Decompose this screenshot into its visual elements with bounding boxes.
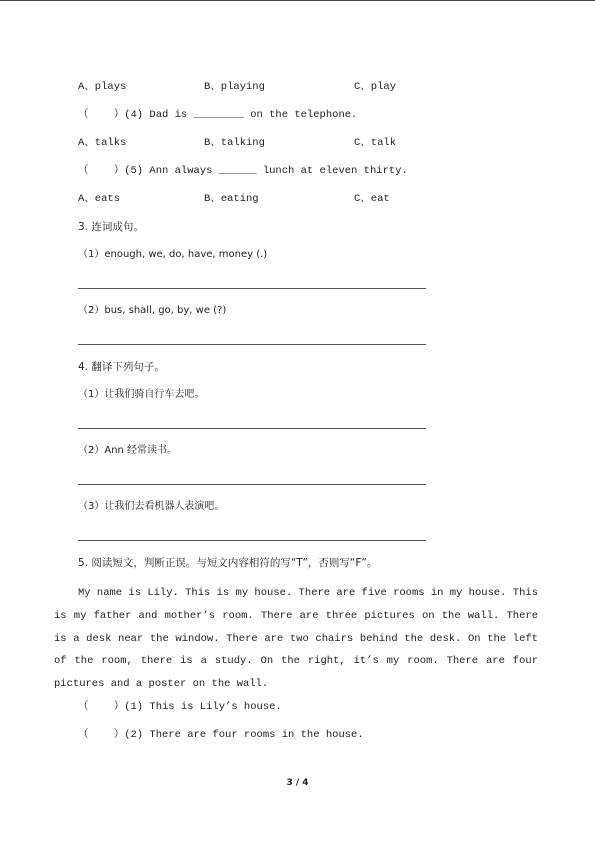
q4-item-3: （3）让我们去看机器人表演吧。 — [78, 501, 225, 512]
q2-5-option-a: A、eats — [78, 193, 121, 205]
q2-5-option-b: B、eating — [204, 193, 259, 205]
q5-statement-2: （ ）(2) There are four rooms in the house. — [78, 729, 364, 741]
q2-4-question: （ ）(4) Dad is ________ on the telephone. — [78, 109, 358, 121]
page-top-border — [0, 0, 595, 1]
q3-item-2: （2）bus, shall, go, by, we (?) — [78, 305, 227, 316]
q2-4-option-b: B、talking — [204, 137, 265, 149]
q5-passage: My name is Lily. This is my house. There are five rooms in my house. This is my father and mother’s room. There are three pictures on the wall. There is a desk near the window. There are two chairs behind the desk. On the left of the room, there is a study. On the right, it’s my room. There are four pictures and a poster on the wall. — [54, 587, 538, 691]
q5-title: 5. 阅读短文，判断正误。与短文内容相符的写“T”，否则写“F”。 — [78, 557, 378, 569]
q4-answer-line-1[interactable] — [78, 428, 426, 429]
q3-title: 3. 连词成句。 — [78, 221, 144, 233]
q2-3-option-c: C、play — [354, 81, 397, 93]
q2-4-option-c: C、talk — [354, 137, 397, 149]
q2-3-option-b: B、playing — [204, 81, 265, 93]
q3-answer-line-2[interactable] — [78, 344, 426, 345]
q2-3-option-a: A、plays — [78, 81, 127, 93]
q2-4-option-a: A、talks — [78, 137, 127, 149]
q3-answer-line-1[interactable] — [78, 288, 426, 289]
q4-answer-line-3[interactable] — [78, 540, 426, 541]
q2-5-question: （ ）(5) Ann always ______ lunch at eleven thirty. — [78, 165, 408, 177]
page-number: 3 / 4 — [286, 778, 309, 788]
q4-item-2: （2）Ann 经常读书。 — [78, 445, 178, 456]
q4-item-1: （1）让我们骑自行车去吧。 — [78, 389, 205, 400]
q2-5-option-c: C、eat — [354, 193, 390, 205]
q4-title: 4. 翻译下列句子。 — [78, 361, 165, 373]
q4-answer-line-2[interactable] — [78, 484, 426, 485]
q3-item-1: （1）enough, we, do, have, money (.) — [78, 249, 268, 260]
q5-statement-1: （ ）(1) This is Lily’s house. — [78, 701, 282, 713]
